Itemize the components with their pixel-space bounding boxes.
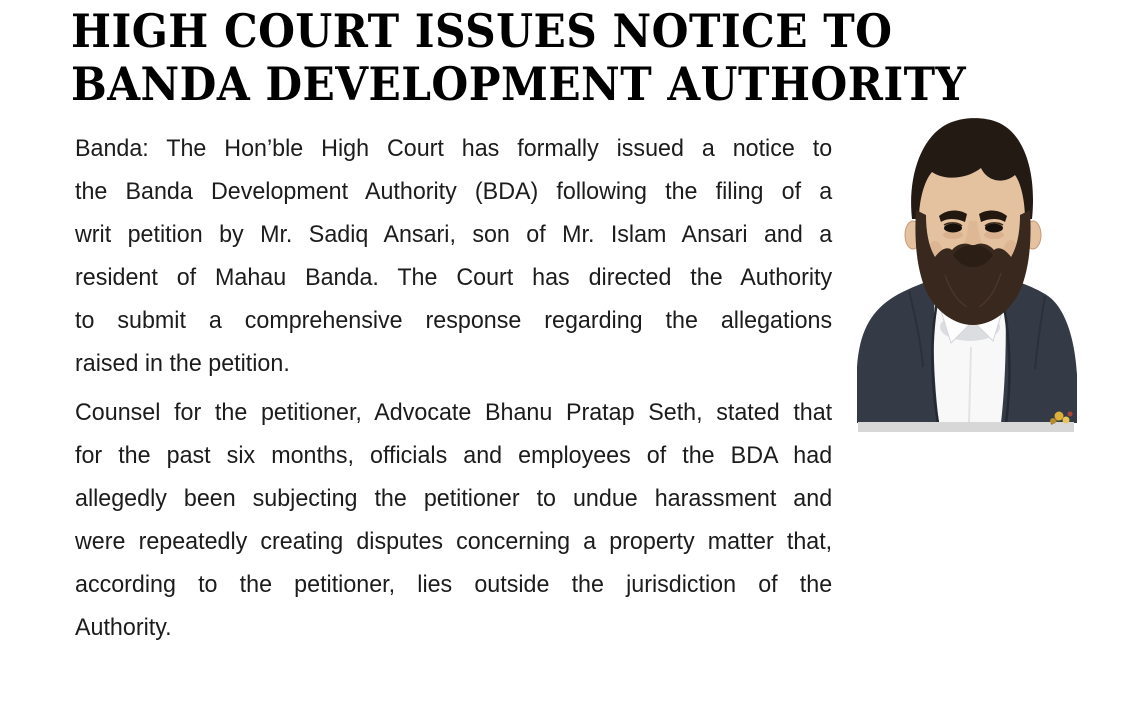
text-line: were repeatedly creating disputes concerning a property matter that, [75,528,833,555]
text-line: the Banda Development Authority (BDA) following the filing of a [75,178,833,205]
portrait-image [855,112,1080,432]
headline-line-1: HIGH COURT ISSUES NOTICE TO [71,4,893,58]
portrait-photo [855,112,1080,432]
text-line: allegedly been subjecting the petitioner to undue harassment and [75,485,833,512]
article-body [75,127,832,649]
text-line: raised in the petition. [75,350,290,377]
paragraph-2 [75,391,832,649]
headline [71,5,966,111]
text-line: to submit a comprehensive response regarding the allegations [75,307,833,334]
text-line: Authority. [75,614,172,641]
text-line: according to the petitioner, lies outside the jurisdiction of the [75,571,833,598]
headline-line-2: BANDA DEVELOPMENT AUTHORITY [71,57,967,111]
paragraph-1 [75,127,832,385]
text-line: Banda: The Hon’ble High Court has formally issued a notice to [75,135,833,162]
text-line: Counsel for the petitioner, Advocate Bhanu Pratap Seth, stated that [75,399,833,426]
text-line: resident of Mahau Banda. The Court has directed the Authority [75,264,833,291]
text-line: writ petition by Mr. Sadiq Ansari, son of Mr. Islam Ansari and a [75,221,833,248]
text-line: for the past six months, officials and employees of the BDA had [75,442,833,469]
